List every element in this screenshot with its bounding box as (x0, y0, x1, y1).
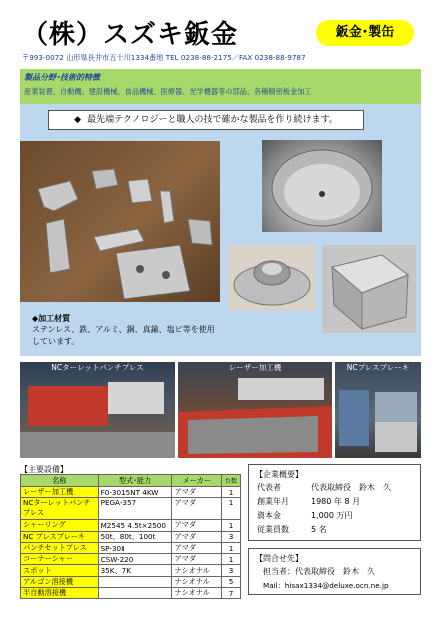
overview-label: 従業員数 (257, 525, 289, 534)
equipment-maker: アマダ (172, 520, 222, 531)
equipment-model (98, 588, 172, 599)
contact-box (248, 548, 421, 595)
equipment-name: 半自動溶接機 (21, 588, 99, 599)
table-row (21, 498, 241, 520)
table-row (21, 542, 241, 553)
overview-label: 創業年月 (257, 497, 289, 506)
machine-photo-press-brake (335, 362, 421, 458)
equipment-count: 1 (222, 520, 241, 531)
machine-label: レーザー加工機 (228, 363, 282, 372)
equipment-name: シャーリング (21, 520, 99, 531)
equipment-count: 1 (222, 554, 241, 565)
equipment-name: コーナーシャー (21, 554, 99, 565)
table-row (21, 554, 241, 565)
equipment-model: 35K、7K (98, 565, 172, 576)
equipment-name: レーザー加工機 (21, 487, 99, 498)
table-row (21, 531, 241, 542)
equipment-name: パンチセットプレス (21, 542, 99, 553)
equipment-model: CSW-220 (98, 554, 172, 565)
equipment-maker: アマダ (172, 542, 222, 553)
products-text: 産業装置、自動機、建設機械、食品機械、医療器、光学機器等の部品、各種精密板金加工 (24, 87, 312, 96)
press-brake-image (335, 362, 421, 458)
processing-heading: ◆加工材質 (32, 314, 71, 323)
laser-machine-image (178, 362, 332, 458)
equipment-model: PEGA-357 (98, 498, 172, 520)
machine-photo-turret-punch (20, 362, 175, 458)
equipment-model: M2545 4.5t×2500 (98, 520, 172, 531)
overview-heading: 【企業概要】 (255, 470, 303, 479)
equipment-count: 5 (222, 576, 241, 587)
equipment-heading: 【主要設備】 (20, 465, 68, 474)
equipment-count: 1 (222, 542, 241, 553)
equipment-table (20, 474, 241, 599)
table-row (21, 487, 241, 498)
column-header: 型式･能力 (98, 475, 172, 487)
sheet-metal-parts-image (20, 141, 220, 302)
equipment-maker: ナシオナル (172, 565, 222, 576)
company-overview-box (248, 464, 421, 541)
overview-value: 5 名 (311, 525, 327, 534)
bracket-photo (322, 245, 416, 333)
bracket-image (322, 245, 416, 333)
equipment-maker: アマダ (172, 487, 222, 498)
contact-mail[interactable]: Mail：hisax1334@deluxe.ocn.ne.jp (263, 581, 389, 590)
overview-value: 代表取締役 鈴木 久 (311, 483, 391, 492)
equipment-maker: ナシオナル (172, 588, 222, 599)
equipment-maker: アマダ (172, 554, 222, 565)
equipment-name: アルゴン溶接機 (21, 576, 99, 587)
flange-image (228, 245, 316, 311)
equipment-model (98, 576, 172, 587)
contact-person: 担当者：代表取締役 鈴木 久 (263, 567, 375, 576)
overview-value: 1,000 万円 (311, 511, 353, 520)
processing-text: ステンレス、鉄、アルミ、銅、真鍮、塩ビ等を使用しています。 (32, 325, 215, 346)
machine-photo-laser (178, 362, 332, 458)
column-header: 台数 (222, 475, 241, 487)
table-row (21, 565, 241, 576)
company-address: 〒993-0072 山形県長井市五十川1334番地 TEL 0238-88-2175／FAX 0238-88-9787 (22, 53, 306, 62)
equipment-count: 1 (222, 498, 241, 520)
products-heading: 製品分野･技術的特徴 (24, 73, 100, 82)
equipment-name: NC プレスブレーキ (21, 531, 99, 542)
overview-label: 代表者 (257, 483, 281, 492)
equipment-name: NCターレットパンチ プレス (21, 498, 99, 520)
overview-value: 1980 年 8 月 (311, 497, 361, 506)
contact-heading: 【問合せ先】 (255, 554, 303, 563)
column-header: メーカー (172, 475, 222, 487)
equipment-maker: ナシオナル (172, 576, 222, 587)
equipment-count: 3 (222, 565, 241, 576)
equipment-count: 7 (222, 588, 241, 599)
overview-label: 資本金 (257, 511, 281, 520)
equipment-model: F0-3015NT 4KW (98, 487, 172, 498)
table-row (21, 520, 241, 531)
equipment-count: 3 (222, 531, 241, 542)
diamond-icon: ◆ (74, 115, 82, 125)
flange-photo (228, 245, 316, 311)
business-badge: 鈑金･製缶 (316, 20, 414, 46)
table-row (21, 576, 241, 587)
machine-label: NCターレットパンチプレス (51, 363, 144, 372)
equipment-model: 50t、80t、100t (98, 531, 172, 542)
turret-punch-image (20, 362, 175, 458)
table-row (21, 588, 241, 599)
equipment-count: 1 (222, 487, 241, 498)
round-pan-image (262, 140, 382, 232)
equipment-maker: アマダ (172, 498, 222, 520)
tagline-text: 最先端テクノロジーと職人の技で確かな製品を作り続けます。 (87, 115, 338, 125)
table-header-row (21, 475, 241, 487)
column-header: 名称 (21, 475, 99, 487)
equipment-model: SP-30Ⅱ (98, 542, 172, 553)
round-pan-photo (262, 140, 382, 232)
products-band (20, 69, 421, 104)
sheet-metal-parts-photo (20, 141, 220, 302)
company-name: （株）スズキ鈑金 (22, 20, 239, 50)
machine-label: NCプレスブレーキ (346, 363, 410, 372)
equipment-maker: アマダ (172, 531, 222, 542)
tagline (48, 110, 364, 130)
equipment-name: スポット (21, 565, 99, 576)
